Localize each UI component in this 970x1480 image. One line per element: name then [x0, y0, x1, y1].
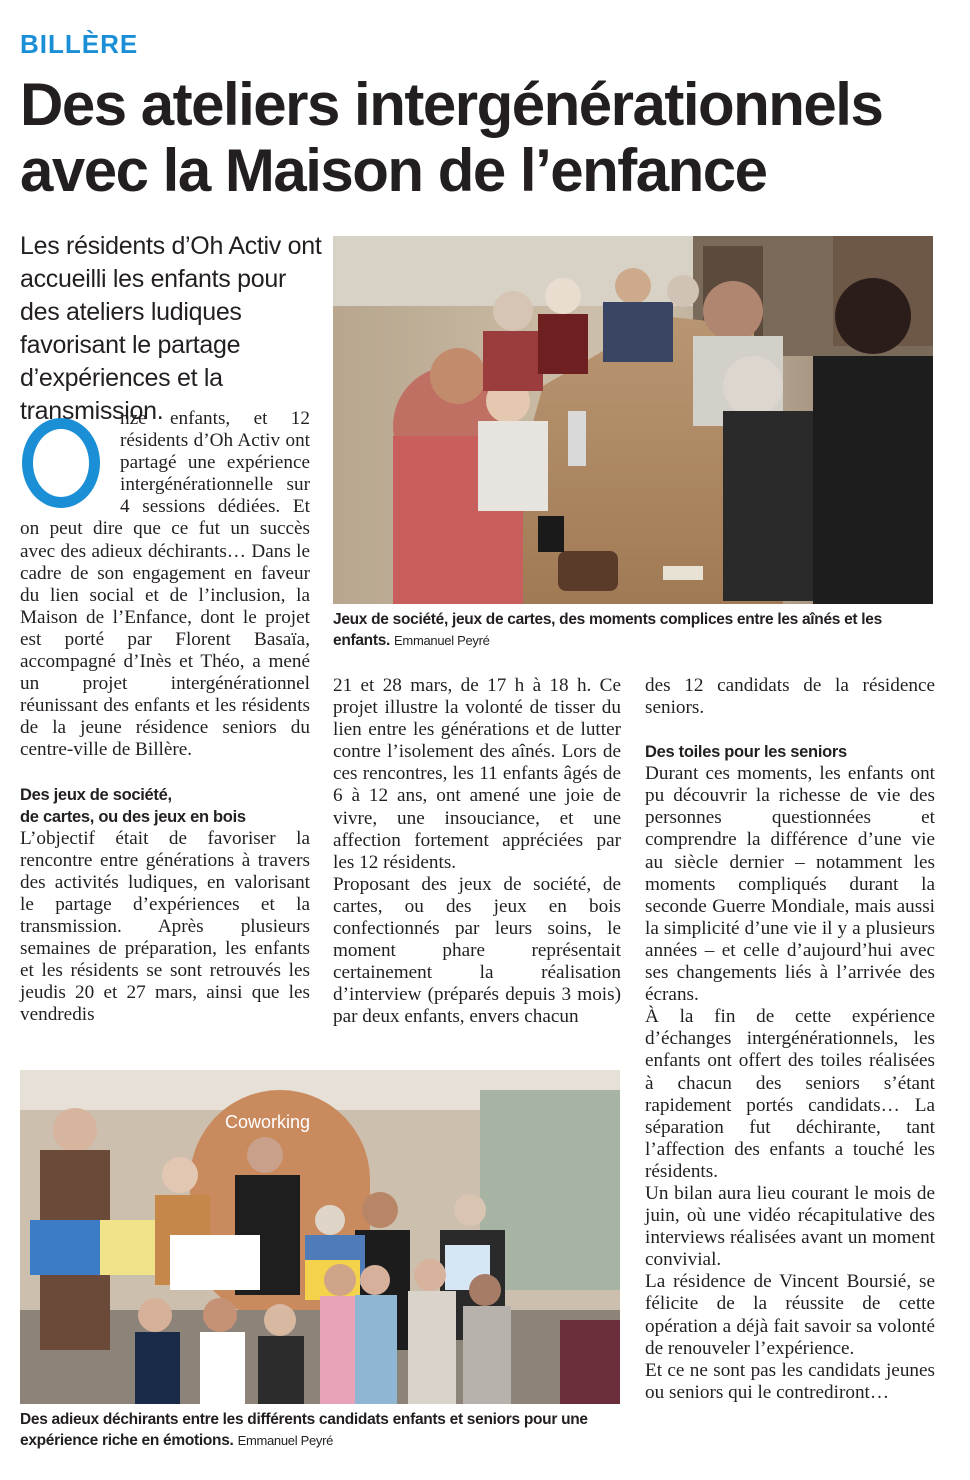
col2-paragraph-1: 21 et 28 mars, de 17 h à 18 h. Ce projet illustre la volonté de tisser du lien entre les générations et de lutter contre l’isolement des aînés. Lors de ces rencontres, les 11 enfants âgés de 6 à 12 ans, ont amené une joie de vivre, une insouciance, et une affection fortement appréciées par les 12 résidents.	[333, 675, 621, 873]
section-title-games-line2: de cartes, ou des jeux en bois	[20, 807, 246, 826]
col3-paragraph-5: La résidence de Vincent Boursié, se félicite de la réussite de cette opération a déjà fait savoir sa volonté de renouveler l’expérience.	[645, 1271, 935, 1359]
photo-credit: Emmanuel Peyré	[394, 633, 490, 648]
col3-paragraph-6: Et ce ne sont pas les candidats jeunes ou seniors qui le contrediront…	[645, 1359, 935, 1403]
col3-paragraph-2: Durant ces moments, les enfants ont pu découvrir la richesse de vie des personnes questionnées et comprendre la différence d’une vie au siècle dernier – notamment les moments compliqués durant la seconde Guerre Mondiale, mais aussi la simplicité d’une vie il y a plusieurs années – et celle d’aujourd’hui avec ses changements liés à l’arrivée des écrans.	[645, 763, 935, 1006]
intro-paragraph: nze enfants, et 12 résidents d’Oh Activ ont partagé une expérience intergénérationnelle sur 4 sessions dédiées. Et on peut dire que ce fut un succès avec des adieux déchirants… Dans le cadre de son engagement en faveur du lien social et de l’inclusion, la Maison de l’Enfance, dont le projet est porté par Florent Basaïa, accompagné d’Inès et Théo, a mené un projet intergénérationnel réunissant des enfants et les résidents de la jeune résidence seniors du centre-ville de Billère.	[20, 408, 310, 761]
col3-paragraph-3: À la fin de cette expérience d’échanges intergénérationnels, les enfants ont offert des toiles réalisées à chacun des seniors s’étant rapidement portés candidats… La séparation fut déchirante, tant l’affection des enfants a touché les résidents.	[645, 1006, 935, 1182]
photo-board-games-illustration	[333, 236, 933, 604]
col3-paragraph-4: Un bilan aura lieu courant le mois de juin, où une vidéo récapitulative des interviews réalisées avant un moment convivial.	[645, 1182, 935, 1271]
photo-group	[20, 1070, 620, 1404]
section-title-games	[20, 784, 310, 828]
article-column-1	[20, 408, 310, 1026]
drop-cap-o	[20, 408, 120, 498]
coworking-sign: Coworking	[225, 1112, 311, 1132]
section-title-games-line1: Des jeux de société,	[20, 785, 172, 804]
caption-text: Jeux de société, jeux de cartes, des moments complices entre les aînés et les enfants.	[333, 611, 882, 649]
photo-board-games-caption	[333, 609, 933, 651]
kicker-location: BILLÈRE	[20, 29, 139, 59]
lead-paragraph: Les résidents d’Oh Activ ont accueilli les enfants pour des ateliers ludiques favorisant le partage d’expériences et la transmission.	[20, 232, 322, 425]
section-games-paragraph: L’objectif était de favoriser la rencontre entre générations à travers des activités ludiques, en valorisant le partage d’expériences et la transmission. Après plusieurs semaines de préparation, les enfants et les résidents se sont retrouvés les jeudis 20 et 27 mars, ainsi que les vendredis	[20, 827, 310, 1026]
headline: Des ateliers intergénérationnels avec la Maison de l’enfance	[20, 71, 883, 204]
photo-group-illustration	[20, 1070, 620, 1404]
col3-paragraph-1: des 12 candidats de la résidence seniors.	[645, 675, 935, 719]
photo-credit: Emmanuel Peyré	[237, 1433, 334, 1448]
article-column-2	[333, 675, 621, 1029]
section-title-canvases: Des toiles pour les seniors	[645, 743, 847, 762]
caption-text: Des adieux déchirants entre les différents candidats enfants et seniors pour une expérience riche en émotions.	[20, 1411, 588, 1449]
article-column-3	[645, 675, 935, 1404]
col2-paragraph-2: Proposant des jeux de société, de cartes, ou des jeux en bois confectionnés par leurs soins, le moment phare représentait certainement la réalisation d’interview (préparés depuis 3 mois) par deux enfants, envers chacun	[333, 873, 621, 1028]
photo-group-caption	[20, 1409, 620, 1451]
photo-board-games	[333, 236, 933, 604]
